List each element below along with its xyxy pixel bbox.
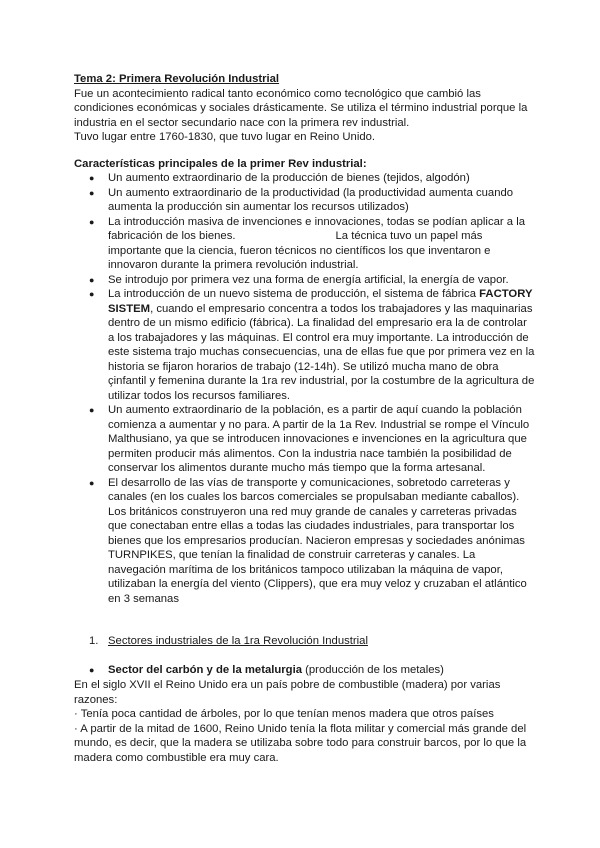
characteristics-heading: Características principales de la primer Rev industrial: xyxy=(74,157,367,170)
factory-keyword: FACTORY xyxy=(479,288,533,300)
bullet-icon: ● xyxy=(89,477,95,488)
characteristics-list xyxy=(74,171,538,606)
list-item: ● La introducción masiva de invenciones e innovaciones, todas se podían aplicar a la fabricación de los bienes. La técnica tuvo un papel más importante que la ciencia, fueron técnicos no científicos los que inventaron e innovaron durante la primera revolución industrial. xyxy=(89,215,525,271)
bullet-icon: ● xyxy=(89,173,95,183)
list-item: ● Un aumento extraordinario de la población, es a partir de aquí cuando la población comienza a aumentar y no para. A partir de la 1a Rev. Industrial se rompe el Vínculo Malthusiano, ya que se introducen innovaciones e invenciones en la agricultura que permiten producir más alimentos. Con la industria nace también la posibilidad de conservar los alimentos durante mucho más tiempo que la forma artesanal. xyxy=(89,404,530,474)
closing-line: madera como combustible era muy cara. xyxy=(74,751,279,764)
bullet-icon: ● xyxy=(89,289,95,299)
section-title: Sectores industriales de la 1ra Revolución Industrial xyxy=(108,635,368,647)
closing-line: razones: xyxy=(74,693,118,706)
section-heading xyxy=(74,634,538,649)
intro-line: Tuvo lugar entre 1760-1830, que tuvo lugar en Reino Unido. xyxy=(74,131,376,143)
closing-line: mundo, es decir, que la madera se utilizaba sobre todo para construir barcos, por lo que la xyxy=(74,737,527,749)
list-item: ● Se introdujo por primera vez una forma de energía artificial, la energía de vapor. xyxy=(89,273,509,286)
bullet-icon: ● xyxy=(89,187,95,198)
intro-line: industria en el sector secundario nace con la primera rev industrial. xyxy=(74,116,410,129)
sistem-keyword: SISTEM xyxy=(108,302,151,315)
closing-line: · A partir de la mitad de 1600, Reino Unido tenía la flota militar y comercial más grande del xyxy=(74,722,527,735)
intro-line: Fue un acontecimiento radical tanto económico como tecnológico que cambió las xyxy=(74,87,481,100)
bullet-icon: ● xyxy=(89,405,95,415)
bullet-icon: ● xyxy=(89,274,95,285)
list-item: ● La introducción de un nuevo sistema de producción, el sistema de fábrica FACTORY SISTEM, cuando el empresario concentra a todos los trabajadores y las maquinarias dentro de un mismo edificio (fábrica). La finalidad del empresario era la de controlar a los trabajadores y las máquinas. El control era muy importante. La introducción de este sistema trajo muchas consecuencias, una de ellas fue que por primera vez en la historia se fijaron horarios de trabajo (12-14h). Se utilizó mucha mano de obra çinfantil y femenina durante la 1ra rev industrial, por la costumbre de la agricultura de utilizar todos los recursos familiares. xyxy=(89,288,535,402)
list-item: ● El desarrollo de las vías de transporte y comunicaciones, sobretodo carreteras y canales (en los cuales los barcos comerciales se propulsaban mediante caballos). Los británicos construyeron una red muy grande de canales y carreteras privadas que conectaban entre ellas a todas las ciudades industriales, para transportar los bienes que los empresarios producían. Nacieron empresas y sociedades anónimas TURNPIKES, que tenían la finalidad de construir carreteras y canales. La navegación marítima de los británicos tampoco utilizaban la máquina de vapor, utilizaban la energía del viento (Clippers), que era muy veloz y cruzaban el atlántico en 3 semanas xyxy=(89,476,527,605)
closing-line: En el siglo XVII el Reino Unido era un país pobre de combustible (madera) por varias xyxy=(74,679,501,691)
bullet-icon: ● xyxy=(89,664,95,675)
list-item: ● Un aumento extraordinario de la productividad (la productividad aumenta cuando aumenta la producción sin aumentar los recursos utilizados) xyxy=(89,186,514,213)
closing-line: · Tenía poca cantidad de árboles, por lo que tenían menos madera que otros países xyxy=(74,708,494,720)
page-title: Tema 2: Primera Revolución Industrial xyxy=(74,73,280,85)
intro-line: condiciones económicas y sociales drásticamente. Se utiliza el término industrial porque la xyxy=(74,102,528,114)
list-item: ● Sector del carbón y de la metalurgia (producción de los metales) xyxy=(89,663,444,676)
document-body xyxy=(74,72,538,765)
sector-title: Sector del carbón y de la metalurgia xyxy=(108,663,302,676)
section-number: 1. xyxy=(89,635,99,647)
list-item: ● Un aumento extraordinario de la producción de bienes (tejidos, algodón) xyxy=(89,172,470,184)
bullet-icon: ● xyxy=(89,216,95,227)
